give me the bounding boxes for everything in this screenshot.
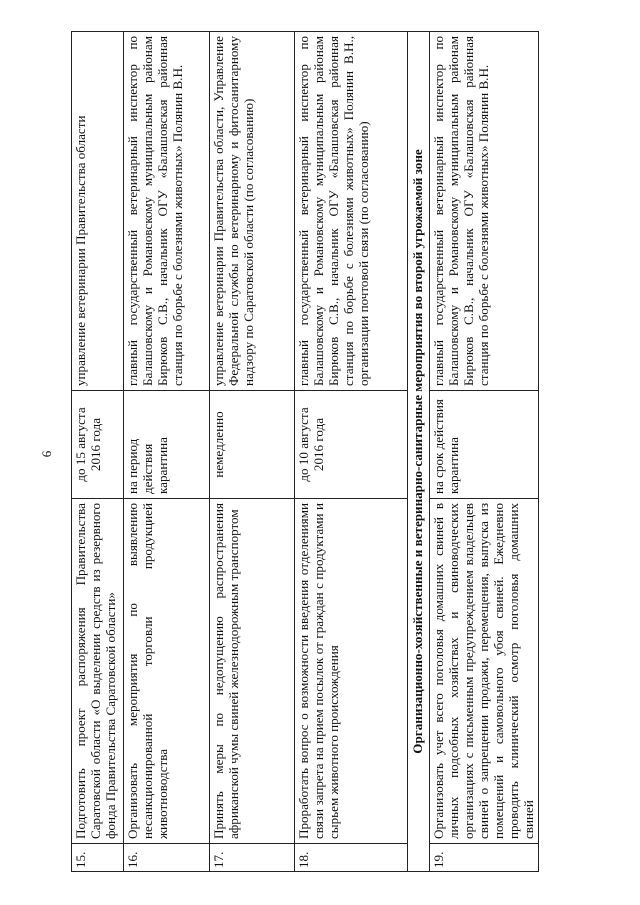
rotated-table-container bbox=[71, 32, 536, 872]
responsible-cell: управление ветеринарии Правительства области, Управление Федеральной службы по ветеринарному и фитосанитарному надзору по Саратовской области (по согласованию) bbox=[210, 32, 295, 391]
table-row bbox=[72, 32, 124, 872]
row-number: 18. bbox=[295, 844, 408, 872]
responsible-cell: главный государственный ветеринарный инспектор по Балашовскому и Романовскому муниципальным районам Бирюков С.В., начальник ОГУ «Балашовская районная станция по борьбе с болезнями животных» Полянин В.Н., организации почтовой связи (по согласованию) bbox=[295, 32, 408, 391]
measure-cell: Проработать вопрос о возможности введения отделениями связи запрета на прием посылок от граждан с продуктами и сырьем животного происхождения bbox=[295, 499, 408, 844]
table-row bbox=[295, 32, 408, 872]
measure-cell: Подготовить проект распоряжения Правительства Саратовской области «О выделении средств из резервного фонда Правительства Саратовской области» bbox=[72, 499, 124, 844]
measure-cell: Принять меры по недопущению распространения африканской чумы свиней железнодорожным транспортом bbox=[210, 499, 295, 844]
row-number: 17. bbox=[210, 844, 295, 872]
section-heading: Организационно-хозяйственные и ветеринарно-санитарные мероприятия во второй угрожаемой зоне bbox=[408, 32, 430, 872]
row-number: 19. bbox=[430, 844, 539, 872]
section-heading-row bbox=[408, 32, 430, 872]
deadline-cell: до 15 августа 2016 года bbox=[72, 391, 124, 499]
table-row bbox=[124, 32, 210, 872]
measure-cell: Организовать учет всего поголовья домашних свиней в личных подсобных хозяйствах и свиноводческих организациях с письменным предупреждением владельцев свиней о запрещении продажи, перемещения, выпуска из помещений и самовольного убоя свиней. Ежедневно проводить клинический осмотр поголовья домашних свиней bbox=[430, 499, 539, 844]
deadline-cell: на срок действия карантина bbox=[430, 391, 539, 499]
responsible-cell: главный государственный ветеринарный инспектор по Балашовскому и Романовскому муниципальным районам Бирюков С.В., начальник ОГУ «Балашовская районная станция по борьбе с болезнями животных» Полянин В.Н. bbox=[430, 32, 539, 391]
responsible-cell: главный государственный ветеринарный инспектор по Балашовскому и Романовскому муниципальным районам Бирюков С.В., начальник ОГУ «Балашовская районная станция по борьбе с болезнями животных» Полянин В.Н. bbox=[124, 32, 210, 391]
deadline-cell: до 10 августа 2016 года bbox=[295, 391, 408, 499]
row-number: 15. bbox=[72, 844, 124, 872]
page-number: 6 bbox=[39, 450, 54, 458]
table-row bbox=[430, 32, 539, 872]
table-row bbox=[210, 32, 295, 872]
measure-cell: Организовать мероприятия по выявлению несанкционированной торговли продукцией животноводства bbox=[124, 499, 210, 844]
row-number: 16. bbox=[124, 844, 210, 872]
deadline-cell: немедленно bbox=[210, 391, 295, 499]
responsible-cell: управление ветеринарии Правительства области bbox=[72, 32, 124, 391]
measures-table bbox=[71, 31, 539, 872]
deadline-cell: на период действия карантина bbox=[124, 391, 210, 499]
